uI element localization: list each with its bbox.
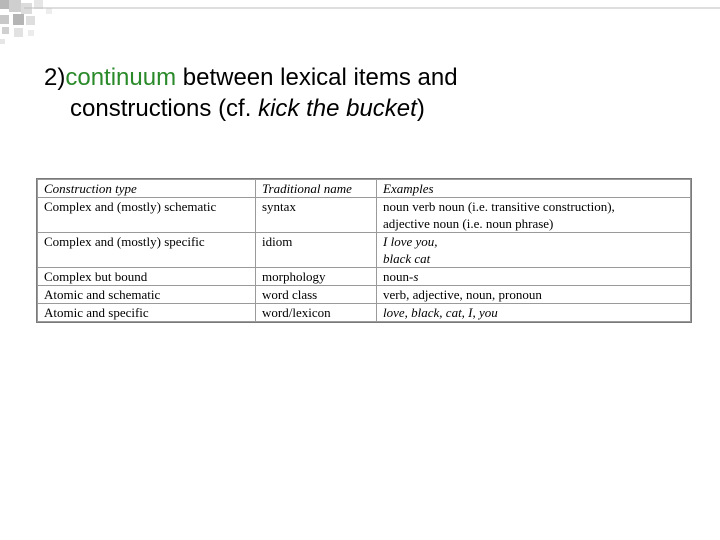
cell-examples: verb, adjective, noun, pronoun (377, 286, 691, 304)
cell-construction-type: Complex and (mostly) schematic (38, 198, 256, 233)
cell-construction-type: Complex but bound (38, 268, 256, 286)
slide-heading (44, 62, 684, 124)
example-suffix: s (413, 269, 419, 284)
table-row (38, 286, 691, 304)
construction-table (37, 179, 691, 322)
table-row (38, 233, 691, 268)
heading-line-2 (44, 93, 684, 124)
header-construction-type: Construction type (38, 180, 256, 198)
table-row (38, 268, 691, 286)
highlight-word: continuum (65, 64, 177, 91)
header-examples: Examples (377, 180, 691, 198)
cell-traditional-name: word class (256, 286, 377, 304)
heading-line2-suffix: ) (416, 95, 425, 122)
construction-table-frame (36, 178, 692, 323)
cell-traditional-name: word/lexicon (256, 304, 377, 322)
heading-example-phrase: kick the bucket (258, 95, 417, 122)
decorative-squares (0, 0, 720, 45)
cell-examples (377, 198, 691, 233)
cell-traditional-name: syntax (256, 198, 377, 233)
heading-rest: between lexical items and (176, 64, 458, 91)
cell-examples: love, black, cat, I, you (377, 304, 691, 322)
table-row (38, 198, 691, 233)
heading-line2-prefix: constructions (cf. (70, 95, 259, 122)
table-header-row (38, 180, 691, 198)
example-line: black cat (383, 251, 431, 266)
cell-examples (377, 233, 691, 268)
header-traditional-name: Traditional name (256, 180, 377, 198)
cell-construction-type: Complex and (mostly) specific (38, 233, 256, 268)
example-line: I love you, (383, 234, 438, 249)
cell-traditional-name: idiom (256, 233, 377, 268)
example-line: adjective noun (i.e. noun phrase) (383, 216, 554, 231)
cell-examples (377, 268, 691, 286)
table-row (38, 304, 691, 322)
example-line: noun verb noun (i.e. transitive construction), (383, 199, 615, 214)
list-number: 2) (44, 64, 66, 91)
cell-construction-type: Atomic and specific (38, 304, 256, 322)
cell-construction-type: Atomic and schematic (38, 286, 256, 304)
cell-traditional-name: morphology (256, 268, 377, 286)
example-text: noun- (383, 269, 414, 284)
